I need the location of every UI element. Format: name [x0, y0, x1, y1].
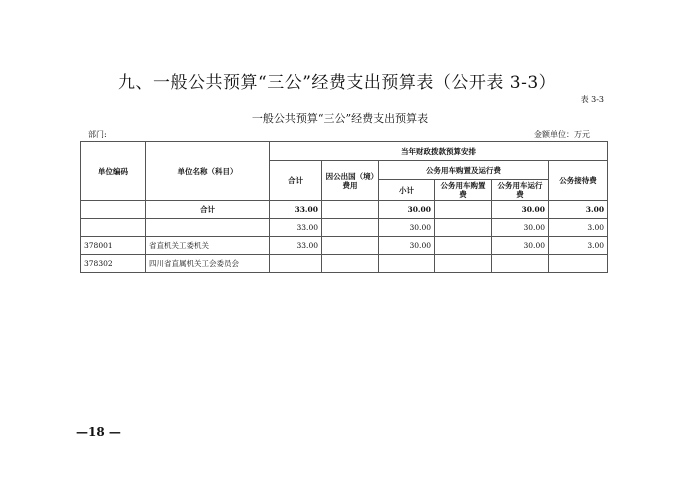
cell-vehicle-purchase — [435, 201, 492, 219]
table-row — [81, 237, 608, 255]
cell-abroad — [322, 255, 379, 273]
cell-vehicle-purchase — [435, 255, 492, 273]
cell-vehicle-operation: 30.00 — [492, 201, 549, 219]
header-total: 合计 — [270, 161, 322, 201]
cell-subtotal: 30.00 — [379, 219, 435, 237]
cell-reception — [549, 255, 608, 273]
cell-subtotal: 30.00 — [379, 201, 435, 219]
cell-code: 378302 — [81, 255, 146, 273]
header-vehicle: 公务用车购置及运行费 — [379, 161, 549, 180]
header-vehicle-purchase: 公务用车购置费 — [435, 180, 492, 201]
table-row — [81, 255, 608, 273]
cell-total: 33.00 — [270, 201, 322, 219]
cell-subtotal: 30.00 — [379, 237, 435, 255]
cell-total: 33.00 — [270, 219, 322, 237]
header-vehicle-operation: 公务用车运行费 — [492, 180, 549, 201]
header-budget-group: 当年财政拨款预算安排 — [270, 142, 608, 161]
cell-total: 33.00 — [270, 237, 322, 255]
cell-name: 省直机关工委机关 — [146, 237, 270, 255]
cell-name: 合计 — [146, 201, 270, 219]
header-unit-name: 单位名称（科目） — [146, 142, 270, 201]
cell-vehicle-purchase — [435, 237, 492, 255]
cell-code: 378001 — [81, 237, 146, 255]
cell-code — [81, 219, 146, 237]
cell-reception: 3.00 — [549, 237, 608, 255]
table-title: 一般公共预算“三公”经费支出预算表 — [251, 112, 429, 125]
cell-vehicle-operation: 30.00 — [492, 237, 549, 255]
cell-code — [81, 201, 146, 219]
page-number: —18 — — [76, 425, 121, 439]
amount-unit-label: 金额单位：万元 — [534, 130, 590, 139]
cell-total — [270, 255, 322, 273]
table-number: 表 3-3 — [580, 95, 604, 104]
header-unit-code: 单位编码 — [81, 142, 146, 201]
section-title: 九、一般公共预算“三公”经费支出预算表（公开表 3-3） — [118, 73, 557, 93]
cell-abroad — [322, 237, 379, 255]
cell-vehicle-operation: 30.00 — [492, 219, 549, 237]
header-row — [81, 142, 608, 161]
cell-name: 四川省直属机关工会委员会 — [146, 255, 270, 273]
header-subtotal: 小计 — [379, 180, 435, 201]
cell-reception: 3.00 — [549, 201, 608, 219]
header-abroad: 因公出国（境）费用 — [322, 161, 379, 201]
table-row — [81, 201, 608, 219]
cell-name — [146, 219, 270, 237]
cell-vehicle-purchase — [435, 219, 492, 237]
cell-subtotal — [379, 255, 435, 273]
department-label: 部门: — [88, 130, 107, 139]
cell-abroad — [322, 219, 379, 237]
cell-reception: 3.00 — [549, 219, 608, 237]
cell-vehicle-operation — [492, 255, 549, 273]
table-row — [81, 219, 608, 237]
cell-abroad — [322, 201, 379, 219]
header-reception: 公务接待费 — [549, 161, 608, 201]
budget-table — [80, 141, 608, 273]
